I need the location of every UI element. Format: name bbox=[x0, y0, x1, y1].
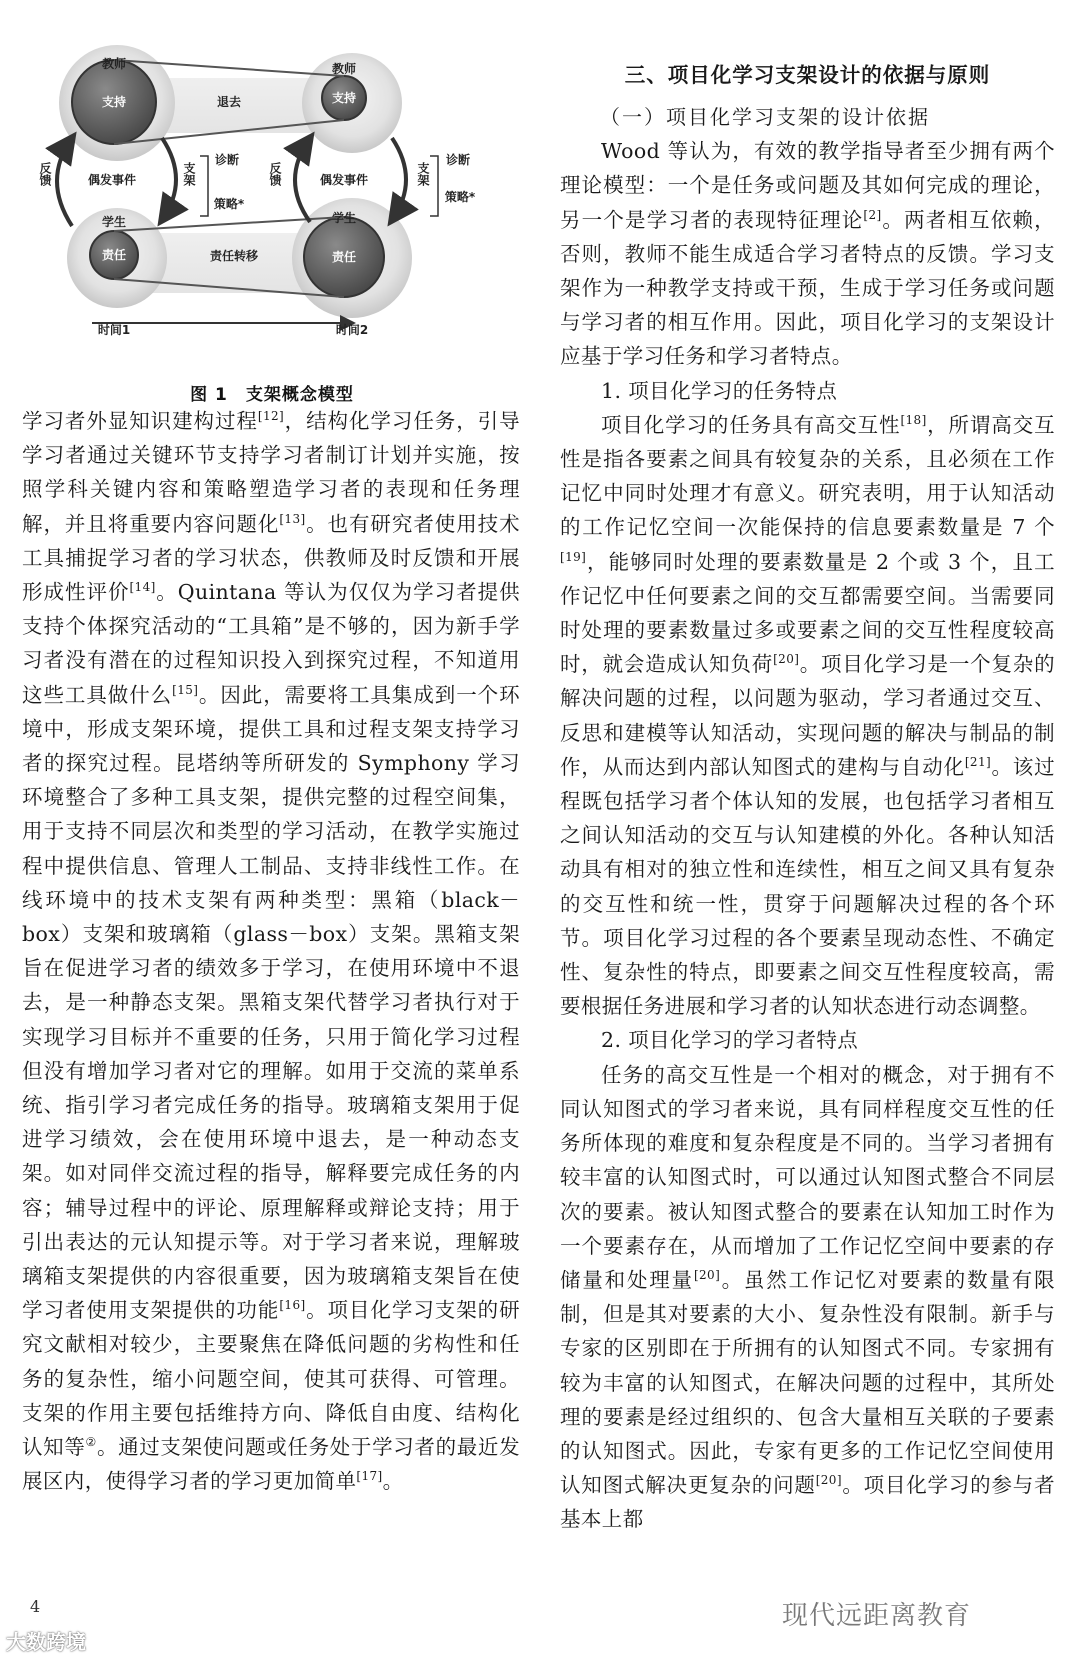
subsection-title: （一）项目化学习支架的设计依据 bbox=[600, 105, 930, 129]
contingency-label-t1: 偶发事件 bbox=[87, 173, 137, 187]
figure-caption: 图 1 支架概念模型 bbox=[190, 385, 354, 405]
paragraph-learner-features: 任务的高交互性是一个相对的概念，对于拥有不同认知图式的学习者来说，具有同样程度交互性的任务所体现的难度和复杂程度是不同的。当学习者拥有较丰富的认知图式时，可以通过认知图式整合不同层次的要素。被认知图式整合的要素在认知加工时作为一个要素存在，从而增加了工作记忆空间中要素的存储量和处理量[20]。虽然工作记忆对要素的数量有限制，但是其对要素的大小、复杂性没有限制。新手与专家的区别即在于所拥有的认知图式不同。专家拥有较为丰富的认知图式，在解决问题的过程中，其所处理的要素是经过组织的、包含大量相互关联的子要素的认知图式。因此，专家有更多的工作记忆空间使用认知图式解决更复杂的问题[20]。项目化学习的参与者基本上都 bbox=[560, 1062, 1055, 1532]
feedback-label-t1-text: 反馈 bbox=[28, 162, 52, 176]
feedback-arrow-t2 bbox=[295, 138, 310, 222]
feedback-label-t1 bbox=[28, 161, 52, 187]
support-label-t1: 支持 bbox=[101, 95, 127, 109]
time2-label: 时间2 bbox=[335, 323, 369, 337]
right-column bbox=[560, 58, 1055, 1537]
left-column bbox=[22, 404, 520, 1499]
teacher-label-t1: 教师 bbox=[101, 57, 127, 71]
scaffold-arrow-t1 bbox=[162, 138, 176, 220]
heading-task-features: 1. 项目化学习的任务特点 bbox=[601, 378, 838, 403]
student-label-t2: 学生 bbox=[331, 211, 357, 225]
scaffold-label-t1: 支架 bbox=[172, 162, 196, 176]
transfer-label: 责任转移 bbox=[209, 249, 259, 263]
student-label-t1: 学生 bbox=[101, 215, 127, 229]
contingency-label-t2: 偶发事件 bbox=[319, 173, 369, 187]
fade-label: 退去 bbox=[216, 95, 242, 109]
scaffold-label-t2: 支架 bbox=[406, 162, 430, 176]
section-title: 三、项目化学习支架设计的依据与原则 bbox=[624, 63, 991, 87]
strategy-label-t2: 策略* bbox=[444, 190, 476, 204]
page-number: 4 bbox=[30, 1597, 41, 1616]
paragraph-wood: Wood 等认为，有效的教学指导者至少拥有两个理论模型：一个是任务或问题及其如何完成的理论，另一个是学习者的表现特征理论[2]。两者相互依赖，否则，教师不能生成适合学习者特点的反馈。学习支架作为一种教学支持或干预，生成于学习任务或问题与学习者的相互作用。因此，项目化学习的支架设计应基于学习任务和学习者特点。 bbox=[560, 139, 1056, 369]
left-paragraph: 学习者外显知识建构过程[12]，结构化学习任务，引导学习者通过关键环节支持学习者制订计划并实施，按照学科关键内容和策略塑造学习者的表现和任务理解，并且将重要内容问题化[13]。也有研究者使用技术工具捕捉学习者的学习状态，供教师及时反馈和开展形成性评价[14]。Quintana 等认为仅仅为学习者提供支持个体探究活动的“工具箱”是不够的，因为新手学习者没有潜在的过程知识投入到探究过程，不知道用这些工具做什么[15]。因此，需要将工具集成到一个环境中，形成支架环境，提供工具和过程支架支持学习者的探究过程。昆塔纳等所研发的 Symphony 学习环境整合了多种工具支架，提供完整的过程空间集，用于支持不同层次和类型的学习活动，在教学实施过程中提供信息、管理人工制品、支持非线性工作。在线环境中的技术支架有两种类型：黑箱（black－box）支架和玻璃箱（glass－box）支架。黑箱支架旨在促进学习者的绩效多于学习，在使用环境中不退去，是一种静态支架。黑箱支架代替学习者执行对于实现学习目标并不重要的任务，只用于简化学习过程但没有增加学习者对它的理解。如用于交流的菜单系统、指引学习者完成任务的指导。玻璃箱支架用于促进学习绩效，会在使用环境中退去，是一种动态支架。如对同伴交流过程的指导，解释要完成任务的内容；辅导过程中的评论、原理解释或辩论支持；用于引出表达的元认知提示等。对于学习者来说，理解玻璃箱支架提供的内容很重要，因为玻璃箱支架旨在使学习者使用支架提供的功能[16]。项目化学习支架的研究文献相对较少，主要聚焦在降低问题的劣构性和任务的复杂性，缩小问题空间，使其可获得、可管理。支架的作用主要包括维持方向、降低自由度、结构化认知等②。通过支架使问题或任务处于学习者的最近发展区内，使得学习者的学习更加简单[17]。 bbox=[22, 409, 521, 1494]
scaffold-arrow-t2 bbox=[392, 138, 406, 220]
watermark-left: 大数跨境 bbox=[6, 1630, 86, 1654]
heading-learner-features: 2. 项目化学习的学习者特点 bbox=[601, 1028, 859, 1053]
scaffold-concept-model-figure bbox=[22, 38, 522, 363]
watermark-right: 现代远距离教育 bbox=[782, 1601, 972, 1631]
feedback-arrow-t1 bbox=[57, 138, 72, 226]
support-label-t2: 支持 bbox=[331, 91, 357, 105]
strategy-label-t1: 策略* bbox=[213, 197, 245, 211]
diagnosis-label-t2: 诊断 bbox=[445, 153, 471, 167]
teacher-label-t2: 教师 bbox=[331, 62, 357, 76]
responsibility-label-t1: 责任 bbox=[101, 248, 127, 262]
responsibility-label-t2: 责任 bbox=[331, 250, 357, 264]
time1-label: 时间1 bbox=[97, 323, 131, 337]
paragraph-task-features: 项目化学习的任务具有高交互性[18]，所谓高交互性是指各要素之间具有较复杂的关系，且必须在工作记忆中同时处理才有意义。研究表明，用于认知活动的工作记忆空间一次能保持的信息要素数量是 7 个[19]，能够同时处理的要素数量是 2 个或 3 个，且工作记忆中任何要素之间的交互都需要空间。当需要同时处理的要素数量过多或要素之间的交互性程度较高时，就会造成认知负荷[20]。项目化学习是一个复杂的解决问题的过程，以问题为驱动，学习者通过交互、反思和建模等认知活动，实现问题的解决与制品的制作，从而达到内部认知图式的建构与自动化[21]。该过程既包括学习者个体认知的发展，也包括学习者相互之间认知活动的交互与认知建模的外化。各种认知活动具有相对的独立性和连续性，相互之间又具有复杂的交互性和统一性，贯穿于问题解决过程的各个环节。项目化学习过程的各个要素呈现动态性、不确定性、复杂性的特点，即要素之间交互性程度较高，需要根据任务进展和学习者的认知状态进行动态调整。 bbox=[560, 412, 1055, 1019]
diagnosis-label-t1: 诊断 bbox=[214, 153, 240, 167]
feedback-label-t2: 反馈 bbox=[258, 162, 282, 176]
